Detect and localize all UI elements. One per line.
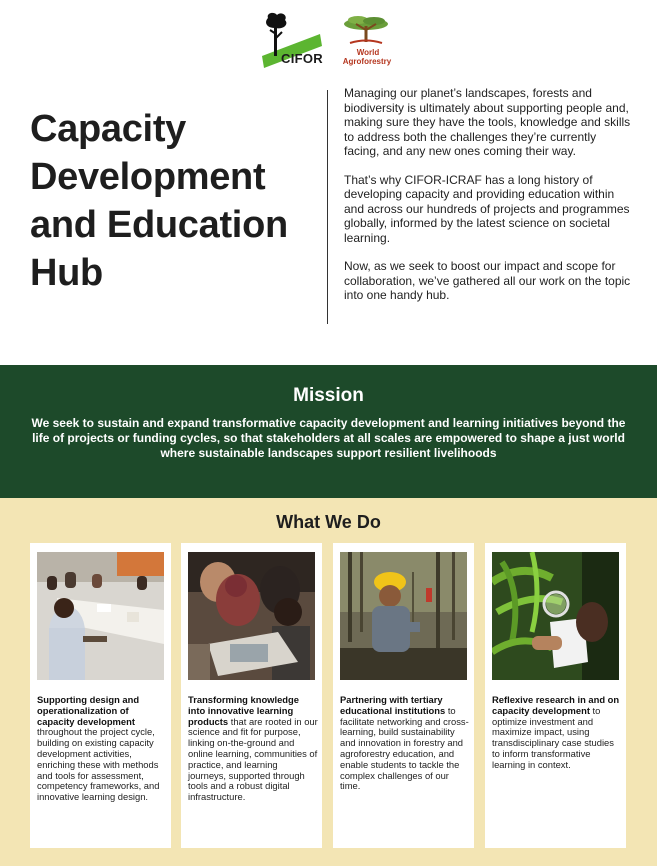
photo-researcher-magnifier	[492, 552, 619, 680]
card-3-description	[340, 695, 470, 792]
vertical-divider	[327, 90, 328, 324]
card-tertiary-institutions	[333, 543, 474, 848]
photo-group-laptop	[188, 552, 315, 680]
world-agroforestry-logo-line2: Agroforestry	[342, 57, 392, 66]
card-4-text: to optimize investment and maximize impact, using transdisciplinary case studies to inform transformative learning in context.	[492, 704, 614, 770]
mission-text: We seek to sustain and expand transformative capacity development and learning initiatives beyond the life of projects or funding cycles, so that stakeholders at all scales are empowered to shape a just world where sustainable landscapes support resilient livelihoods	[31, 416, 626, 460]
card-1-text: throughout the project cycle, building on existing capacity development activities, enriching these with methods and tools for assessment, competency frameworks, and innovative learning design.	[37, 726, 160, 803]
mission-title: Mission	[293, 385, 364, 406]
what-we-do-title: What We Do	[276, 512, 381, 532]
card-reflexive-research	[485, 543, 626, 848]
card-2-heading: Transforming knowledge into innovative learning products	[188, 694, 299, 727]
card-2-description	[188, 695, 318, 803]
card-2-text: that are rooted in our science and fit for purpose, linking on-the-ground and online learning, communities of practice, and learning journeys, supported through tools and a robust digital infrastructure.	[188, 715, 318, 803]
mission-section	[0, 365, 657, 498]
intro-paragraph-2: That’s why CIFOR-ICRAF has a long history of developing capacity and providing education within and across our hundreds of projects and programmes globally, informed by the latest science on societal learning.	[344, 172, 630, 245]
card-4-heading: Reflexive research in and on capacity development	[492, 694, 620, 716]
photo-field-worker	[340, 552, 467, 680]
card-3-text: to facilitate networking and cross-learning, build sustainability and innovation in forestry and agroforestry education, and enable students to tackle the complex challenges of our time.	[340, 704, 469, 792]
card-1-heading: Supporting design and operationalization of capacity development	[37, 694, 140, 727]
intro-text	[344, 86, 634, 317]
card-3-heading: Partnering with tertiary educational institutions	[340, 694, 446, 716]
world-agroforestry-logo-line1: World	[356, 48, 380, 57]
photo-meeting-room	[37, 552, 164, 680]
what-we-do-section	[0, 498, 657, 866]
page-title: Capacity Development and Education Hub	[30, 108, 288, 294]
card-transforming-knowledge	[181, 543, 322, 848]
logo-bar	[0, 12, 657, 72]
intro-paragraph-1: Managing our planet’s landscapes, forests and biodiversity is ultimately about supporting people and, making sure they have the tools, knowledge and skills to address both the challenges they’re currently facing, and any new ones coming their way.	[344, 86, 631, 158]
intro-paragraph-3: Now, as we seek to boost our impact and scope for collaboration, we’ve gathered all our work on the topic into one handy hub.	[344, 259, 631, 302]
card-4-description	[492, 695, 622, 771]
card-1-description	[37, 695, 167, 803]
card-design-capacity-development	[30, 543, 171, 848]
cifor-logo-text: CIFOR	[281, 51, 323, 66]
